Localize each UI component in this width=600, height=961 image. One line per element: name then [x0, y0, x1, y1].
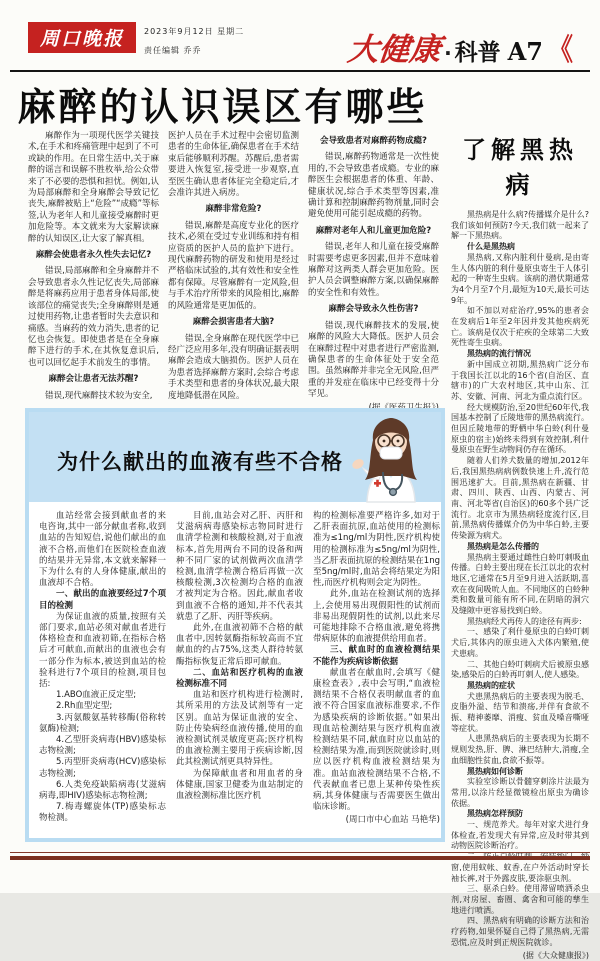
kala-azar-title: 了解黑热病 — [462, 135, 578, 199]
blood-article-box — [25, 408, 445, 842]
article-column — [39, 511, 166, 829]
chevron-icon: 《 — [549, 33, 573, 68]
article-paragraph: 为保证血液的质量,按照有关部门要求,血站必须对献血者进行体格检查和血液初筛,在指标合格后才可献血,而献出的血液也会有一部分作为标本,被送到血站的检验科进行7个项目的检测,项目包括: — [39, 611, 166, 690]
article-subhead: 麻醉非常危险? — [205, 204, 262, 215]
article-paragraph: 1.ABO血液正反定型; — [56, 690, 137, 701]
article-subhead: 黑热病的症状 — [467, 680, 515, 690]
article-paragraph: 错误,全身麻醉在现代医学中已经广泛应用多年,没有明确证据表明麻醉会造成大脑损伤。医护人员在为患者选择麻醉方案时,会综合考虑手术类型和患者的身体状况,最大限度地降低潜在风险。 — [168, 333, 299, 401]
article-paragraph: 黑热病主要通过雌性白蛉叮刺吸血传播。白蛉主要出现在长江以北的农村地区,它通常在5月至9月进入活跃期,喜欢在夜间吸吮人血。不同地区的白蛉种类和数量可能有所不同,在阴暗的洞穴及缝隙中更容易找到白蛉。 — [451, 552, 589, 616]
article-paragraph: 经大规模防治,至20世纪60年代,我国基本控制了丘陵地带的黑热病流行。但因丘陵地带的野栖中华白蛉(利什曼原虫的宿主)始终未得到有效控制,利什曼原虫在野生动物间仍存在循环。 — [451, 402, 589, 455]
article-paragraph: 血站和医疗机构进行检测时,其所采用的方法及试剂等有一定区别。血站为保证血液的安全、防止传染病经血液传播,使用的血液检测试剂灵敏度更高;医疗机构的血液检测主要用于疾病诊断,因此其检测试剂更具特异性。 — [176, 690, 303, 768]
blood-article-body — [29, 502, 441, 838]
article-paragraph: 一、感染了利什曼原虫的白蛉叮刺犬后,其体内的原虫进入犬体内繁殖,使犬患病。 — [451, 627, 589, 658]
article-subhead: 麻醉会导致永久性伤害? — [328, 304, 419, 315]
article-column — [28, 131, 159, 401]
article-paragraph: 三、驱杀白蛉。使用滞留喷洒杀虫剂,对房屋、畜圈、禽舍和可能的孳生地进行喷洒。 — [451, 884, 589, 915]
article-paragraph: 2.Rh血型定型; — [56, 701, 113, 712]
article-paragraph: 黑热病,又称内脏利什曼病,是由寄生人体内脏的利什曼原虫寄生于人体引起的一种寄生虫病。该病的潜伏期通常为4个月至7个月,最短为10天,最长可达9年。 — [451, 252, 589, 305]
article-subhead: 麻醉对老年人和儿童更加危险? — [315, 225, 432, 236]
article-subhead: 什么是黑热病 — [467, 242, 515, 252]
article-column — [176, 511, 303, 829]
article-subhead: 三、献血时的血液检测结果不能作为疾病诊断依据 — [313, 645, 440, 667]
article-paragraph: 犬患黑热病后的主要表现为脱毛、皮脂外溢、结节和溃疡,并伴有食欲不振、精神萎靡、消瘦、贫血及嗓音嘶哑等症状。 — [451, 691, 589, 733]
main-headline: 麻醉的认识误区有哪些 — [17, 84, 428, 129]
anesthesia-article — [28, 131, 440, 401]
article-subhead: 一、献出的血液要经过7个项目的检测 — [39, 589, 166, 611]
doctor-illustration-icon — [345, 414, 437, 502]
article-paragraph: 目前,血站会对乙肝、丙肝和艾滋病病毒感染标志物同时进行血清学检测和核酸检测,对于血液标本,首先用两台不同的设备和两种不同厂家的试剂做两次血清学检测,血清学检测合格后再做一次核酸检测,3次检测均合格的血液才被判定为合格。因此,献血者收到血液不合格的通知,并不代表其就患了乙肝、丙肝等疾病。 — [176, 511, 303, 622]
article-paragraph: 黑热病是什么病?传播媒介是什么?我们该如何预防?今天,我们就一起来了解一下黑热病。 — [451, 210, 589, 241]
article-paragraph: 此外,在血液初筛不合格的献血者中,因转氨酶指标较高而不宜献血的约占75%,这类人群待转氨酶指标恢复正常后即可献血。 — [176, 623, 303, 667]
article-paragraph: 人患黑热病后的主要表现为长期不规则发热,肝、脾、淋巴结肿大,消瘦,全血细胞性贫血,食欲不振等。 — [451, 734, 589, 765]
article-paragraph: 错误,局部麻醉和全身麻醉并不会导致患者永久性记忆丧失,局部麻醉是将麻药应用于患者身体局部,使该部位的痛觉丧失;全身麻醉则是通过使用药物,让患者暂时失去意识和痛感。当麻药的效力消失,患者的记忆也会恢复。即使患者是在全身麻醉下进行的手术,在其恢复意识后,也可以回忆起手术前发生的事情。 — [28, 266, 159, 368]
article-column — [308, 131, 439, 400]
page-number: A7 — [507, 37, 543, 66]
article-column — [313, 511, 440, 829]
article-subhead: 麻醉会使患者永久性失去记忆? — [35, 250, 152, 261]
article-paragraph: 为保障献血者和用血者的身体健康,国家卫健委为血站制定的血液检测标准比医疗机 — [176, 768, 303, 802]
article-paragraph: 构的检测标准要严格许多,如对于乙肝表面抗原,血站使用的检测标准为≤1ng/ml为阴性,医疗机构使用的检测标准为≤5ng/ml为阴性,当乙肝表面抗原的检测结果在1ng至5ng/ml时,血站会将结果定为阳性,而医疗机构则会定为阴性。 — [313, 511, 440, 589]
article-paragraph: 4.乙型肝炎病毒(HBV)感染标志物检测; — [39, 735, 166, 757]
article-paragraph: 错误,麻醉药物通常是一次性使用的,不会导致患者成瘾。专业的麻醉医生会根据患者的体重、年龄、健康状况,综合手术类型等因素,准确计算和控制麻醉药物剂量,同时会避免使用可能引起成瘾的药物。 — [308, 152, 439, 220]
article-paragraph: 麻醉作为一项现代医学关键技术,在手术和疼痛管理中起到了不可或缺的作用。在日常生活中,关于麻醉的谣言和误解不胜枚举,给公众带来了不必要的恐惧和担忧。例如,认为局部麻醉和全身麻醉会导致记忆丧失,麻醉被贴上“危险”“成瘾”等标签,认为老年人和儿童接受麻醉时更加危险等。本文就来为大家解读麻醉的认知误区,让大家了解真相。 — [28, 131, 159, 244]
date-line: 2023年9月12日 星期二 — [144, 27, 245, 36]
section-name-sub: 科普 — [454, 40, 501, 66]
article-paragraph: 错误,现代麻醉技术较为安全, — [45, 390, 153, 401]
article-paragraph: 血站经常会接到献血者的来电咨询,其中一部分献血者称,收到血站的告知短信,说他们献出的血液不合格,而他们在医院检查血液的结果并无异常,本文就来解释一下为什么有的人身体健康,献出的血液却不合格。 — [39, 511, 166, 589]
article-paragraph: 四、黑热病有明确的诊断方法和治疗药物,如果怀疑自己得了黑热病,无需恐慌,应及时到正规医院就诊。 — [451, 916, 589, 947]
masthead-title: 周口晚报 — [39, 28, 124, 50]
article-subhead: 黑热病的流行情况 — [467, 349, 531, 359]
article-paragraph: 实验室诊断以骨髓穿刺涂片法最为常用,以涂片经显微镜检出原虫为确诊依据。 — [451, 777, 589, 808]
article-subhead: 黑热病怎样预防 — [467, 809, 523, 819]
article-paragraph: 错误,老年人和儿童在接受麻醉时需要考虑更多因素,但并不意味着麻醉对这两类人群会更加危险。医护人员会调整麻醉方案,以确保麻醉的安全性和有效性。 — [308, 242, 439, 298]
blood-article-title: 为什么献出的血液有些不合格 — [57, 450, 343, 474]
article-subhead: 黑热病如何诊断 — [467, 766, 523, 776]
section-name-main: 大健康 — [345, 32, 443, 68]
article-paragraph: 黑热病经犬再传人的途径有两步: — [467, 616, 582, 626]
article-paragraph: 一、规范养犬。每年对家犬进行身体检查,若发现犬有异常,应及时带其到动物医院诊断治疗。 — [451, 820, 589, 851]
article-paragraph: 如不加以对症治疗,95%的患者会在发病后1年至2年因并发其他疾病死亡。该病是仅次于疟疾的全球第二大致死性寄生虫病。 — [451, 306, 589, 348]
article-subhead: 二、血站和医疗机构的血液检测标准不同 — [176, 667, 303, 690]
article-paragraph: 新中国成立初期,黑热病广泛分布于我国长江以北的16个省(自治区、直辖市)的广大农村地区,其中山东、江苏、安徽、河南、河北为重点流行区。 — [451, 359, 589, 401]
article-column — [451, 210, 589, 961]
article-subhead: 黑热病是怎么传播的 — [467, 541, 539, 551]
article-subhead: 麻醉会让患者无法苏醒? — [48, 374, 139, 385]
article-subhead: 麻醉会损害患者大脑? — [192, 317, 275, 328]
article-paragraph: 医护人员在手术过程中会密切监测患者的生命体征,确保患者在手术结束后能够顺利苏醒。苏醒后,患者需要进入恢复室,接受进一步观察,直至医生确认患者体征完全稳定后,才会准许其进入病房。 — [168, 131, 299, 199]
kala-azar-article — [451, 126, 589, 960]
header-divider — [10, 70, 590, 72]
article-paragraph: 5.丙型肝炎病毒(HCV)感染标志物检测; — [39, 757, 166, 779]
article-paragraph: 6.人类免疫缺陷病毒(艾滋病病毒,即HIV)感染标志物检测; — [39, 779, 166, 802]
article-paragraph: 献血者在献血时,会填写《健康检查表》,表中会写明,“血液检测结果不合格仅表明献血者的血液不符合国家血液标准要求,不作为感染疾病的诊断依据。”如果出现血站检测结果与医疗机构血液检测结果不同,献血时应以血站的检测结果为准,而到医院就诊时,则应以医疗机构血液检测结果为准。血站血液检测结果不合格,不代表献血者已患上某种传染性疾病,其身体健康与否需要医生做出临床诊断。 — [313, 667, 440, 813]
article-credit: (据《大众健康报》) — [522, 950, 589, 960]
section-header — [345, 24, 576, 69]
article-subhead: 会导致患者对麻醉药物成瘾? — [320, 136, 427, 146]
article-paragraph: 随着人们养犬数量的增加,2012年后,我国黑热病病例数快速上升,流行范围迅速扩大。目前,黑热病在新疆、甘肃、四川、陕西、山西、内蒙古、河南、河北等省(自治区)的60多个县广泛流行。北京市为黑热病轻度流行区,目前,黑热病传播媒介仍为中华白蛉,主要传染源为病犬。 — [451, 456, 589, 541]
section-dot: · — [444, 41, 452, 65]
masthead-logo — [28, 22, 136, 53]
article-credit: (周口市中心血站 马艳华) — [345, 815, 440, 826]
article-paragraph: 错误,现代麻醉技术的发展,使麻醉的风险大大降低。医护人员会在麻醉过程中对患者进行严密监测,确保患者的生命体征处于安全范围。虽然麻醉并非完全无风险,但严重的并发症在临床中已经变得十分罕见。 — [308, 320, 439, 400]
blood-article-banner — [29, 412, 441, 502]
article-paragraph: 二、防止白蛉叮刺。安装纱门、纱窗,使用蚊帐、蚊香,在户外活动时穿长袖长裤,对于外露皮肤,要涂驱虫剂。 — [451, 852, 589, 883]
article-paragraph: 3.丙氨酸氨基转移酶(俗称转氨酶)检测; — [39, 712, 166, 734]
article-paragraph: 此外,血站在检测试剂的选择上,会使用易出现假阳性的试剂而非易出现假阴性的试剂,以此来尽可能地排除不合格血液,避免将携带病原体的血液提供给用血者。 — [313, 589, 440, 645]
editor-line: 责任编辑 乔乔 — [144, 46, 202, 55]
footer-divider — [10, 852, 590, 860]
article-paragraph: 二、其他白蛉叮刺病犬后被原虫感染,感染后的白蛉再叮刺人,使人感染。 — [451, 659, 589, 680]
article-column — [168, 131, 299, 401]
article-paragraph: 7.梅毒螺旋体(TP)感染标志物检测。 — [39, 802, 166, 824]
article-paragraph: 错误,麻醉是高度专业化的医疗技术,必须在受过专业训练和持有相应资质的医护人员的监护下进行。现代麻醉药物的研发和使用是经过严格临床试验的,其有效性和安全性都有保障。尽管麻醉有一定风险,但与手术治疗所带来的风险相比,麻醉的风险通常是更加低的。 — [168, 220, 299, 311]
